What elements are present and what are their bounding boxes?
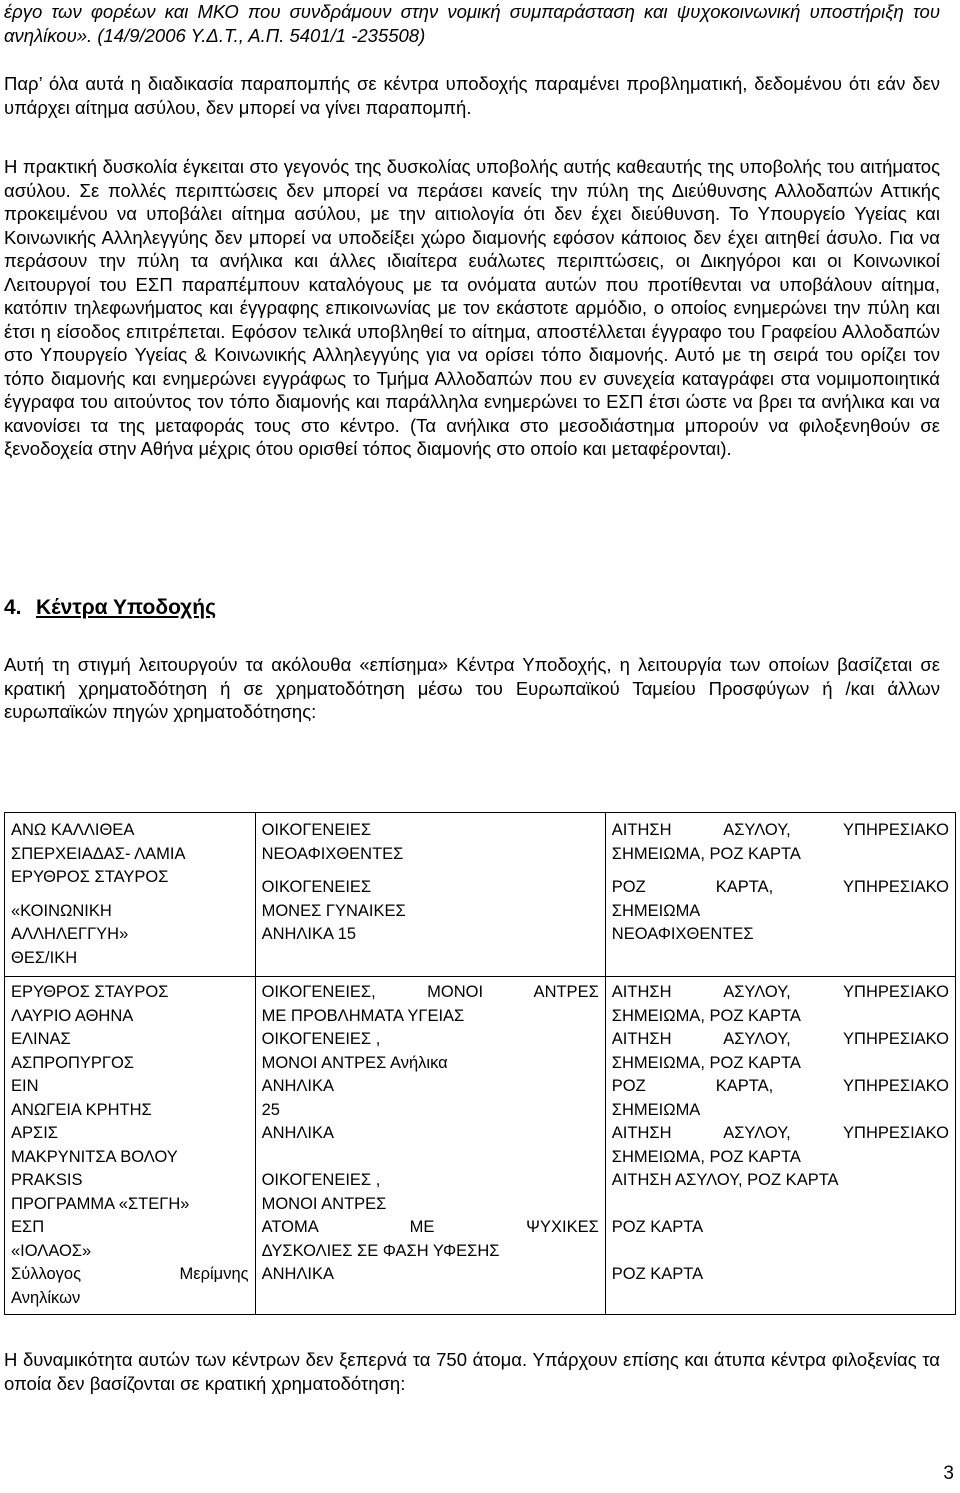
paragraph-capacity: Η δυναμικότητα αυτών των κέντρων δεν ξεπερνά τα 750 άτομα. Υπάρχουν επίσης και άτυπα κέντρα φιλοξενίας τα οποία δεν βασίζονται σε κρατική χρηματοδότηση: — [4, 1349, 940, 1394]
section-heading — [4, 594, 216, 622]
paragraph-centers-intro: Αυτή τη στιγμή λειτουργούν τα ακόλουθα «επίσημα» Κέντρα Υποδοχής, η λειτουργία των οποίων βασίζεται σε κρατική χρηματοδότηση ή σε χρηματοδότηση μέσω του Ευρωπαϊκού Ταμείου Προσφύγων ή /και άλλων ευρωπαϊκών πηγών χρηματοδότησης: — [4, 654, 940, 722]
table-cell-center: ΑΝΩ ΚΑΛΛΙΘΕΑ ΣΠΕΡΧΕΙΑΔΑΣ- ΛΑΜΙΑ ΕΡΥΘΡΟΣ ΣΤΑΥΡΟΣ «ΚΟΙΝΩΝΙΚΗ ΑΛΛΗΛΕΓΓΥΗ» ΘΕΣ/ΙΚΗ — [5, 813, 256, 977]
section-number: 4. — [4, 596, 22, 619]
paragraph-difficulty: Η πρακτική δυσκολία έγκειται στο γεγονός της δυσκολίας υποβολής αυτής καθεαυτής της υποβολής του αιτήματος ασύλου. Σε πολλές περιπτώσεις δεν μπορεί να περάσει κανείς την πύλη της Διεύθυνσης Αλλοδαπών Αττικής προκειμένου να υποβάλει αίτημα ασύλου, με την αιτιολογία ότι δεν έχει διεύθυνση. Το Υπουργείο Υγείας και Κοινωνικής Αλληλεγγύης δεν μπορεί να υποδείξει χώρο διαμονής εφόσον κάποιος δεν έχει αιτηθεί άσυλο. Για να περάσουν την πύλη τα ανήλικα και άλλες ιδιαίτερα ευάλωτες περιπτώσεις, οι Δικηγόροι και οι Κοινωνικοί Λειτουργοί του ΕΣΠ παραπέμπουν καταλόγους με τα ονόματα αυτών που προτίθενται να υποβάλουν αίτημα, κατόπιν τηλεφωνήματος και έγγραφης επικοινωνίας με τον εκάστοτε αρμόδιο, ο οποίος ενημερώνει την πύλη και έτσι η είσοδος επιτρέπεται. Εφόσον τελικά υποβληθεί το αίτημα, αποστέλλεται έγγραφο του Γραφείου Αλλοδαπών στο Υπουργείο Υγείας & Κοινωνικής Αλληλεγγύης για να ορίσει τόπο διαμονής. Αυτό με τη σειρά του ορίζει τον τόπο διαμονής και ενημερώνει εγγράφως το Τμήμα Αλλοδαπών που εν συνεχεία καταγράφει στα νομιμοποιητικά έγγραφα του αιτούντος τον τόπο διαμονής και παράλληλα ενημερώνει το ΕΣΠ έτσι ώστε να βρει τα ανήλικα και να κανονίσει τα της μεταφοράς τους στο κέντρο. (Τα ανήλικα στο μεσοδιάστημα μπορούν να φιλοξενηθούν σε ξενοδοχεία στην Αθήνα μέχρις ότου ορισθεί τόπος διαμονής στο οποίο και μεταφέρονται). — [4, 156, 940, 459]
intro-quote: έργο των φορέων και ΜΚΟ που συνδράμουν στην νομική συμπαράσταση και ψυχοκοινωνική υποστήριξη του ανηλίκου». (14/9/2006 Υ.Δ.Τ., Α.Π. 5401/1 -235508) — [4, 1, 940, 46]
table-cell-center: ΕΡΥΘΡΟΣ ΣΤΑΥΡΟΣ ΛΑΥΡΙΟ ΑΘΗΝΑ ΕΛΙΝΑΣ ΑΣΠΡΟΠΥΡΓΟΣ ΕΙΝ ΑΝΩΓΕΙΑ ΚΡΗΤΗΣ ΑΡΣΙΣ ΜΑΚΡΥΝΙΤΣΑ ΒΟΛΟΥ PRAKSIS ΠΡΟΓΡΑΜΜΑ «ΣΤΕΓΗ» ΕΣΠ «ΙΟΛΑΟΣ» Σύλλογος Μερίμνης Ανηλίκων — [5, 977, 256, 1315]
table-row — [5, 977, 956, 1315]
table-row — [5, 813, 956, 977]
table-cell-population: ΟΙΚΟΓΕΝΕΙΕΣ ΝΕΟΑΦΙΧΘΕΝΤΕΣ ΟΙΚΟΓΕΝΕΙΕΣ ΜΟΝΕΣ ΓΥΝΑΙΚΕΣ ΑΝΗΛΙΚΑ 15 — [255, 813, 605, 977]
table-cell-documents: ΑΙΤΗΣΗ ΑΣΥΛΟΥ, ΥΠΗΡΕΣΙΑΚΟ ΣΗΜΕΙΩΜΑ, ΡΟΖ ΚΑΡΤΑ ΑΙΤΗΣΗ ΑΣΥΛΟΥ, ΥΠΗΡΕΣΙΑΚΟ ΣΗΜΕΙΩΜΑ, ΡΟΖ ΚΑΡΤΑ ΡΟΖ ΚΑΡΤΑ, ΥΠΗΡΕΣΙΑΚΟ ΣΗΜΕΙΩΜΑ ΑΙΤΗΣΗ ΑΣΥΛΟΥ, ΥΠΗΡΕΣΙΑΚΟ ΣΗΜΕΙΩΜΑ, ΡΟΖ ΚΑΡΤΑ ΑΙΤΗΣΗ ΑΣΥΛΟΥ, ΡΟΖ ΚΑΡΤΑ ΡΟΖ ΚΑΡΤΑ ΡΟΖ ΚΑΡΤΑ — [605, 977, 955, 1315]
table-cell-population: ΟΙΚΟΓΕΝΕΙΕΣ, ΜΟΝΟΙ ΑΝΤΡΕΣ ΜΕ ΠΡΟΒΛΗΜΑΤΑ ΥΓΕΙΑΣ ΟΙΚΟΓΕΝΕΙΕΣ , ΜΟΝΟΙ ΑΝΤΡΕΣ Ανήλικα ΑΝΗΛΙΚΑ 25 ΑΝΗΛΙΚΑ ΟΙΚΟΓΕΝΕΙΕΣ , ΜΟΝΟΙ ΑΝΤΡΕΣ ΑΤΟΜΑ ΜΕ ΨΥΧΙΚΕΣ ΔΥΣΚΟΛΙΕΣ ΣΕ ΦΑΣΗ ΥΦΕΣΗΣ ΑΝΗΛΙΚΑ — [255, 977, 605, 1315]
page-number: 3 — [943, 1463, 954, 1484]
table-cell-documents: ΑΙΤΗΣΗ ΑΣΥΛΟΥ, ΥΠΗΡΕΣΙΑΚΟ ΣΗΜΕΙΩΜΑ, ΡΟΖ ΚΑΡΤΑ ΡΟΖ ΚΑΡΤΑ, ΥΠΗΡΕΣΙΑΚΟ ΣΗΜΕΙΩΜΑ ΝΕΟΑΦΙΧΘΕΝΤΕΣ — [605, 813, 955, 977]
section-title: Κέντρα Υποδοχής — [36, 596, 217, 619]
paragraph-referral: Παρ’ όλα αυτά η διαδικασία παραπομπής σε κέντρα υποδοχής παραμένει προβληματική, δεδομένου ότι εάν δεν υπάρχει αίτημα ασύλου, δεν μπορεί να γίνει παραπομπή. — [4, 73, 940, 118]
reception-centers-table — [4, 812, 956, 1315]
